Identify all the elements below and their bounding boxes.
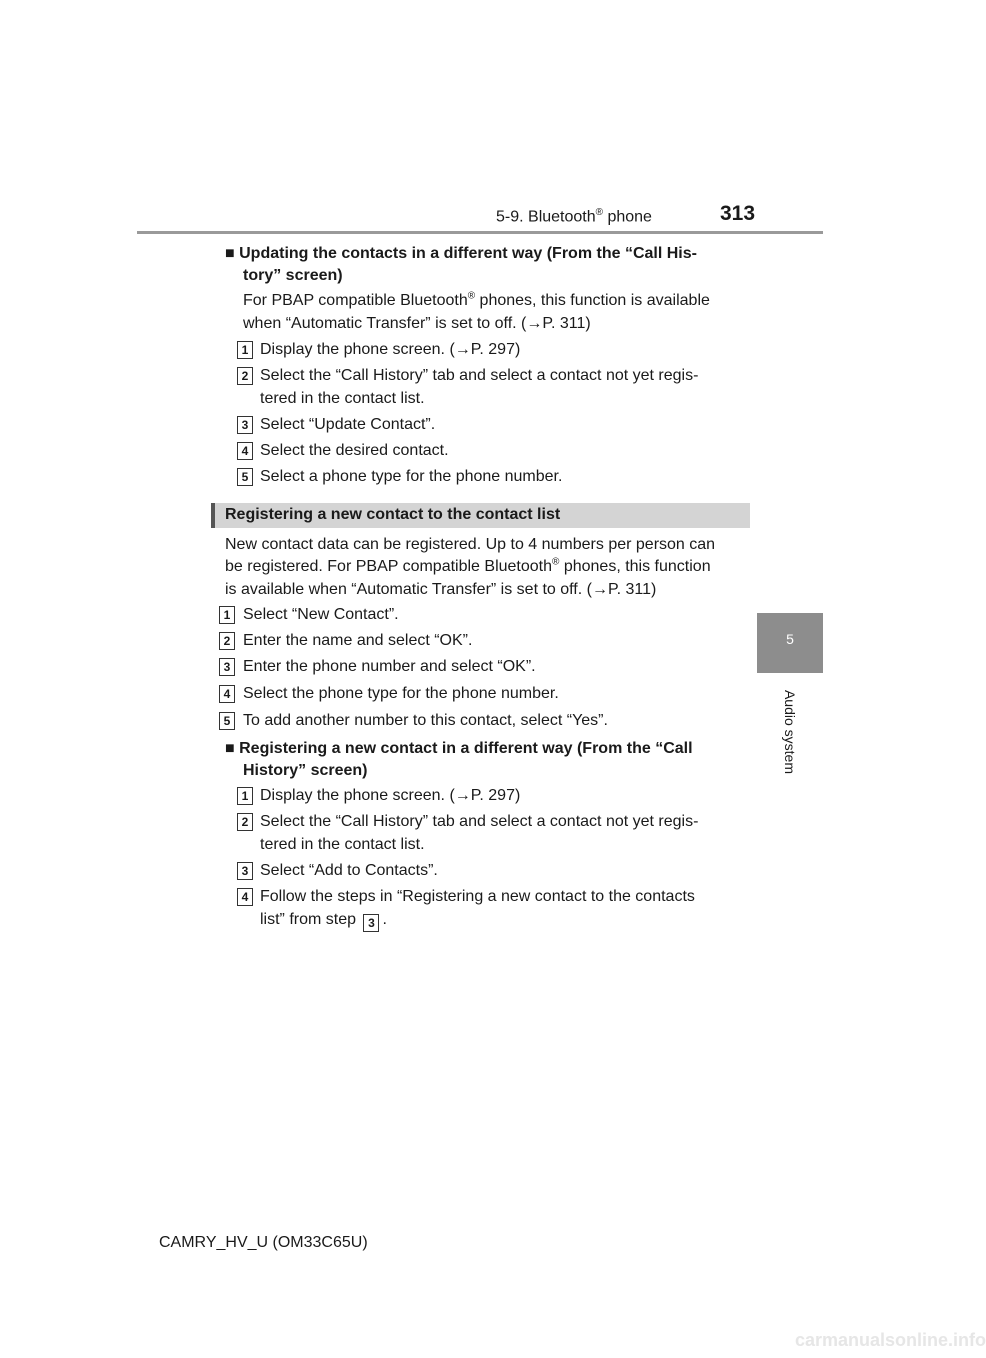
update-intro-line1: For PBAP compatible Bluetooth® phones, this function is available [243,290,710,309]
step-text: Follow the steps in “Registering a new contact to the contacts [260,888,695,905]
header-divider [137,231,823,234]
step-badge: 5 [219,712,235,730]
step-badge: 1 [237,341,253,359]
step-text-cont: tered in the contact list. [260,390,425,407]
step-text: Display the phone screen. (→P. 297) [260,341,521,358]
chapter-label: Audio system [782,689,798,775]
step-badge: 4 [219,685,235,703]
step-badge: 3 [219,658,235,676]
step-badge: 3 [237,416,253,434]
bullet-square-icon: ■ [225,245,235,262]
model-code: CAMRY_HV_U (OM33C65U) [159,1234,368,1251]
step-text: Display the phone screen. (→P. 297) [260,787,521,804]
step-badge: 3 [237,862,253,880]
step-text-cont: tered in the contact list. [260,836,425,853]
step-badge: 2 [237,367,253,385]
step-badge: 2 [237,813,253,831]
history-heading-cont: History” screen) [243,762,368,779]
step-text: Select “Update Contact”. [260,416,436,433]
chapter-tab: 5 [757,613,823,673]
update-heading-cont: tory” screen) [243,267,343,284]
step-badge: 5 [237,468,253,486]
step-text: Select the phone type for the phone number. [243,685,559,702]
step-text: Enter the phone number and select “OK”. [243,658,536,675]
history-heading: ■ Registering a new contact in a different way (From the “Call [225,740,693,757]
section-title: 5-9. Bluetooth® phone [496,207,652,226]
step-text: Select a phone type for the phone number. [260,468,563,485]
step-text-cont: list” from step 3 . [260,911,387,930]
step-text: To add another number to this contact, select “Yes”. [243,712,608,729]
step-text: Select the “Call History” tab and select a contact not yet regis- [260,813,699,830]
step-badge: 4 [237,442,253,460]
page-number: 313 [720,202,756,225]
bullet-square-icon: ■ [225,740,235,757]
update-heading: ■ Updating the contacts in a different way (From the “Call His- [225,245,697,262]
register-intro-line3: is available when “Automatic Transfer” is set to off. (→P. 311) [225,581,657,598]
register-intro-line2: be registered. For PBAP compatible Bluetooth® phones, this function [225,556,711,575]
step-reference-badge: 3 [363,914,379,932]
update-intro-line2: when “Automatic Transfer” is set to off. (→P. 311) [243,315,591,332]
step-text: Enter the name and select “OK”. [243,632,473,649]
step-badge: 1 [219,606,235,624]
step-text: Select the “Call History” tab and select a contact not yet regis- [260,367,699,384]
step-text: Select “New Contact”. [243,606,399,623]
section-banner: Registering a new contact to the contact list [211,503,750,528]
register-intro-line1: New contact data can be registered. Up to 4 numbers per person can [225,536,716,553]
step-badge: 2 [219,632,235,650]
site-watermark: carmanualsonline.info [795,1330,986,1350]
step-text: Select “Add to Contacts”. [260,862,438,879]
step-badge: 4 [237,888,253,906]
step-badge: 1 [237,787,253,805]
step-text: Select the desired contact. [260,442,449,459]
